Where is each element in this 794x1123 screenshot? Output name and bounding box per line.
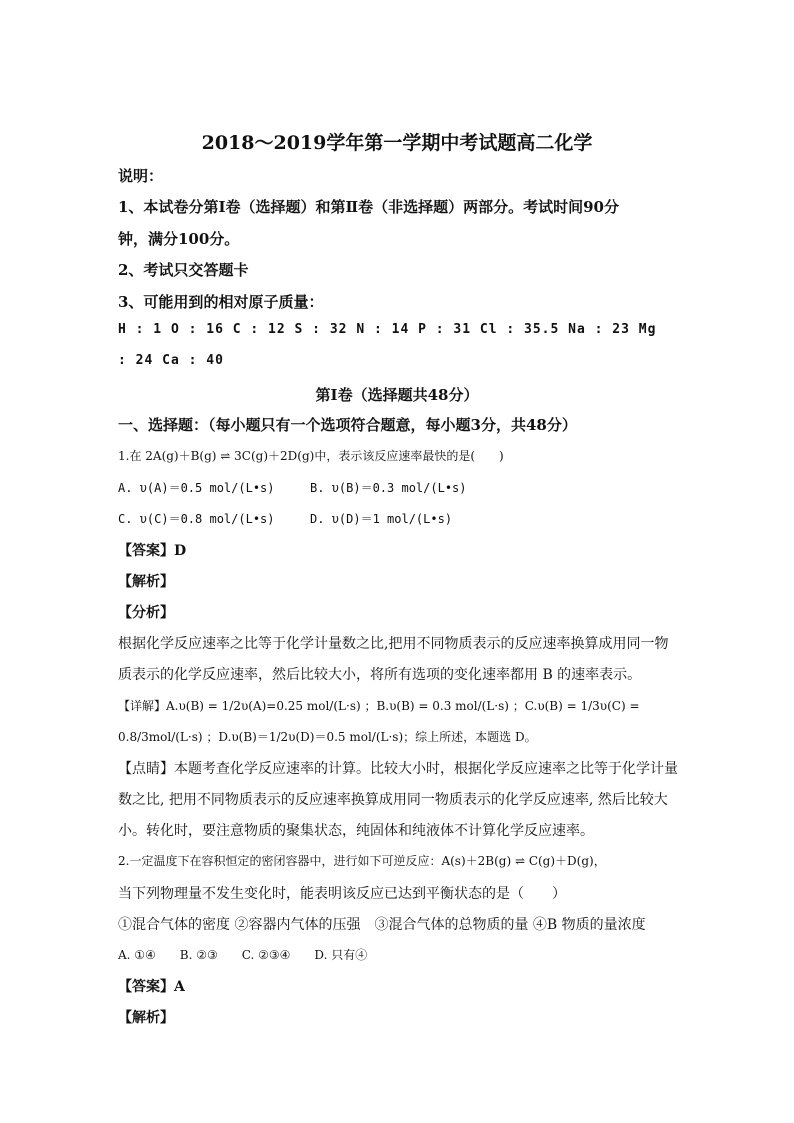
instruction-2: 2、考试只交答题卡: [118, 261, 249, 279]
q2-stem-1: 2.一定温度下在容积恒定的密闭容器中，进行如下可逆反应：A(s)＋2B(g) ⇌ C(g)＋D(g)，: [118, 854, 606, 868]
q1-dianjing-1: 【点睛】本题考查化学反应速率的计算。比较大小时，根据化学反应速率之比等于化学计量: [118, 761, 678, 777]
section1-heading: 一、选择题：（每小题只有一个选项符合题意，每小题3分，共48分）: [118, 416, 577, 434]
q2-options: A. ①④ B. ②③ C. ②③④ D. 只有④: [118, 948, 368, 962]
q1-dianjing-2: 数之比, 把用不同物质表示的反应速率换算成用同一物质表示的化学反应速率, 然后比较大: [118, 792, 668, 808]
q2-answer: 【答案】A: [118, 979, 185, 995]
q1-detail-1: 【详解】A.υ(B) = 1/2υ(A)=0.25 mol/(L·s) ；B.υ(B) = 0.3 mol/(L·s) ；C.υ(B) = 1/3υ(C) =: [118, 699, 640, 713]
q1-option-c: C. υ(C)＝0.8 mol/(L•s): [118, 512, 275, 526]
q1-detail-2: 0.8/3mol/(L·s) ；D.υ(B)＝1/2υ(D)＝0.5 mol/(L·s)；综上所述，本题选 D。: [118, 730, 537, 744]
q2-analysis-label: 【解析】: [118, 1010, 174, 1026]
atomic-masses-a: H : 1 O : 16 C : 12 S : 32 N : 14 P : 31 Cl : 35.5 Na : 23 Mg: [118, 322, 657, 337]
q1-answer: 【答案】D: [118, 543, 187, 559]
q1-analysis-label: 【解析】: [118, 574, 174, 590]
instruction-1a: 1、本试卷分第Ⅰ卷（选择题）和第Ⅱ卷（非选择题）两部分。考试时间90分: [118, 198, 619, 216]
instructions-heading: 说明：: [118, 167, 164, 185]
section1-title: 第Ⅰ卷（选择题共48分）: [315, 386, 479, 404]
q1-fenxi-2: 质表示的化学反应速率，然后比较大小，将所有选项的变化速率都用 B 的速率表示。: [118, 667, 642, 683]
q2-stem-2: 当下列物理量不发生变化时，能表明该反应已达到平衡状态的是（ ）: [118, 886, 566, 902]
atomic-masses-b: : 24 Ca : 40: [118, 353, 224, 368]
q1-option-d: D. υ(D)＝1 mol/(L•s): [310, 512, 453, 526]
q1-fenxi-1: 根据化学反应速率之比等于化学计量数之比,把用不同物质表示的反应速率换算成用同一物: [118, 636, 669, 652]
page-title: 2018～2019学年第一学期中考试题高二化学: [201, 132, 593, 154]
q1-fenxi-label: 【分析】: [118, 605, 174, 621]
q1-option-b: B. υ(B)＝0.3 mol/(L•s): [310, 481, 467, 495]
instruction-3: 3、可能用到的相对原子质量：: [118, 293, 324, 311]
q1-dianjing-3: 小。转化时，要注意物质的聚集状态，纯固体和纯液体不计算化学反应速率。: [118, 823, 594, 839]
q2-conditions: ①混合气体的密度 ②容器内气体的压强 ③混合气体的总物质的量 ④B 物质的量浓度: [118, 917, 646, 933]
q1-stem: 1.在 2A(g)＋B(g) ⇌ 3C(g)＋2D(g)中，表示该反应速率最快的是( ): [118, 449, 504, 463]
q1-option-a: A. υ(A)＝0.5 mol/(L•s): [118, 481, 275, 495]
instruction-1b: 钟，满分100分。: [118, 230, 240, 248]
